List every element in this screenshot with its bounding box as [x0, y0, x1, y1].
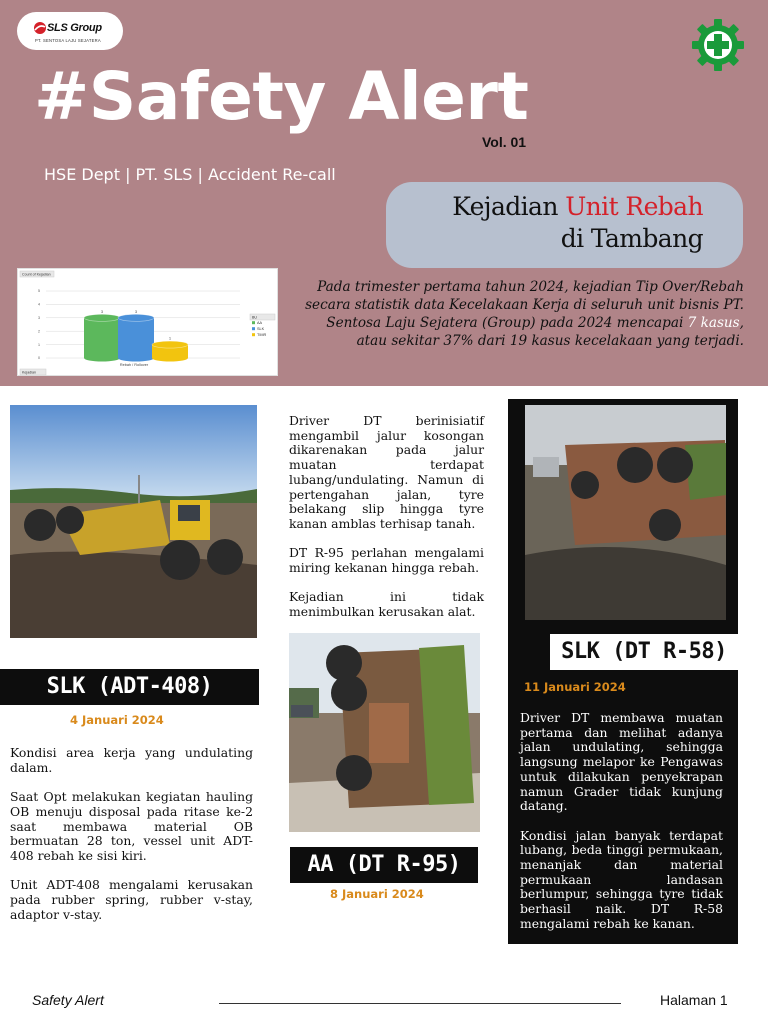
text-r58-p1: Driver DT membawa muatan pertama dan melihat adanya jalan undulating, sehingga langsung melapor ke Pengawas untuk dilakukan penyekrapan namun Grader tidak kunjung datang.: [520, 710, 723, 814]
chart-title: Count of Kejadian: [22, 272, 51, 277]
chart-legend-swatch-timr: [252, 333, 255, 336]
chart-data-label-aa: 3: [101, 309, 103, 314]
intro-highlight: 7 kasus: [687, 315, 740, 331]
photo-r95-image: [289, 633, 480, 832]
chart-ytick-label: 2: [38, 329, 40, 334]
chart-legend-swatch-aa: [252, 321, 255, 324]
chart-ytick-label: 5: [38, 289, 40, 294]
logo-subtext: PT. SENTOSA LAJU SEJATERA: [35, 38, 101, 43]
chart-legend-label-slk: SLK: [257, 327, 265, 331]
chart-legend-label-timr: TIMR: [257, 333, 267, 337]
chart-filter-label: Kejadian: [22, 370, 36, 375]
topic-box: [386, 182, 743, 268]
footer-divider: [219, 1003, 621, 1004]
chart-bar-top-aa: [84, 314, 120, 321]
chart-bar-base-aa: [84, 355, 120, 362]
volume-label: Vol. 01: [482, 134, 527, 150]
photo-adt408: [10, 405, 257, 638]
photo-r95: [289, 633, 480, 832]
photo-adt408-image: [10, 405, 257, 638]
text-adt408: [10, 746, 253, 922]
company-logo: [17, 12, 123, 50]
date-adt408: 4 Januari 2024: [70, 713, 164, 727]
topic-line-2: di Tambang: [560, 224, 703, 253]
chart-category-label: Rebah / Rollover: [119, 363, 149, 367]
chart-svg: [18, 269, 279, 377]
text-r58-p2: Kondisi jalan banyak terdapat lubang, beda tinggi permukaan, menanjak dan material permukaan landasan berlumpur, sehingga tyre tidak berhasil naik. DT R-58 mengalami rebah ke kanan.: [520, 827, 723, 931]
date-r58: 11 Januari 2024: [524, 680, 626, 694]
text-r58: [520, 711, 723, 946]
text-r95: [289, 414, 484, 620]
page-title: #Safety Alert: [34, 58, 529, 135]
photo-r58-image: [525, 405, 726, 620]
photo-r58: [525, 405, 726, 620]
chart-bar-top-timr: [152, 341, 188, 348]
chart-data-label-slk: 3: [135, 309, 137, 314]
dept-line: HSE Dept | PT. SLS | Accident Re-call: [44, 165, 336, 184]
footer-title: Safety Alert: [32, 992, 104, 1008]
text-adt408-p2: Saat Opt melakukan kegiatan hauling OB menuju disposal pada ritase ke-2 saat membawa material OB bermuatan 28 ton, vessel unit ADT-408 rebah ke sisi kiri.: [10, 789, 253, 863]
chart-ytick-label: 4: [38, 302, 40, 307]
chart-bar-base-timr: [152, 355, 188, 362]
chart-legend-label-aa: AA: [257, 321, 263, 325]
chart-ytick-label: 0: [38, 356, 40, 361]
page-number: Halaman 1: [660, 992, 728, 1008]
text-r95-p3: Kejadian ini tidak menimbulkan kerusakan alat.: [289, 589, 484, 620]
chart-bar-aa: [84, 318, 120, 358]
text-adt408-p1: Kondisi area kerja yang undulating dalam.: [10, 745, 253, 775]
topic-line-1: Kejadian Unit Rebah: [452, 192, 703, 221]
chart-legend-swatch-slk: [252, 327, 255, 330]
logo-text: SLS Group: [47, 22, 102, 34]
text-r95-p1: Driver DT berinisiatif mengambil jalur kosongan dikarenakan pada jalur muatan terdapat lubang/undulating. Namun di pertengahan jalan, tyre belakang slip hingga tyre kanan amblas terhisap tanah.: [289, 413, 484, 531]
chart-data-label-timr: 1: [169, 336, 171, 341]
caption-r58: SLK (DT R-58): [550, 634, 738, 670]
green-gear-cross-icon: [689, 16, 747, 74]
text-adt408-p3: Unit ADT-408 mengalami kerusakan pada rubber spring, rubber v-stay, adaptor v-stay.: [10, 877, 253, 922]
chart-bar-base-slk: [118, 355, 154, 362]
intro-paragraph: Pada trimester pertama tahun 2024, kejadian Tip Over/Rebah secara statistik data Kecelakaan Kerja di seluruh unit bisnis PT. Sentosa Laju Sejatera (Group) pada 2024 mencapai 7 kasus, atau sekitar 37% dari 19 kasus kecelakaan yang terjadi.: [305, 279, 744, 349]
caption-adt408: SLK (ADT-408): [0, 669, 259, 705]
caption-r95: AA (DT R-95): [290, 847, 478, 883]
sls-logo-icon: [33, 21, 47, 35]
chart-legend-header: BU: [252, 315, 257, 320]
date-r95: 8 Januari 2024: [330, 887, 424, 901]
chart-bar-top-slk: [118, 314, 154, 321]
topic-highlight: Unit Rebah: [565, 192, 703, 221]
incident-chart: [17, 268, 278, 376]
chart-ytick-label: 3: [38, 316, 40, 320]
chart-ytick-label: 1: [38, 342, 40, 347]
text-r95-p2: DT R-95 perlahan mengalami miring kekanan hingga rebah.: [289, 545, 484, 576]
chart-bar-slk: [118, 318, 154, 358]
